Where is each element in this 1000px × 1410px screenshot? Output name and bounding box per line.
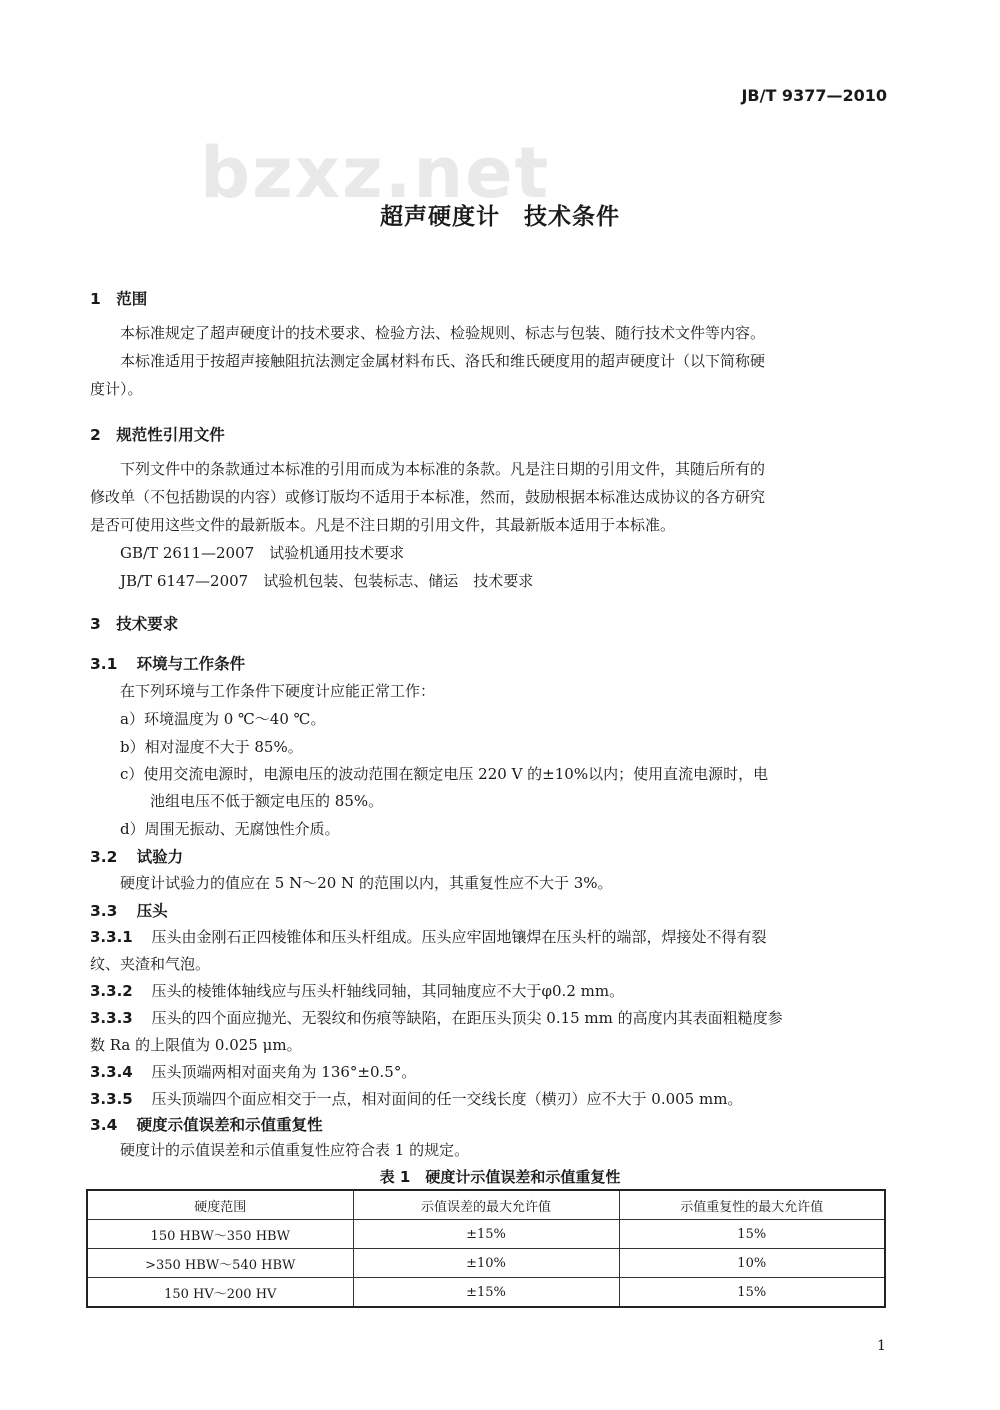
clause-3-3-5 [90, 1088, 742, 1109]
table-cell: ±10% [353, 1249, 619, 1278]
clause-text: 压头顶端四个面应相交于一点，相对面间的任一交线长度（横刃）应不大于 0.005 mm。 [151, 1090, 743, 1108]
list-item: c）使用交流电源时，电源电压的波动范围在额定电压 220 V 的±10%以内；使用直流电源时，电 [120, 765, 769, 783]
clause-title: 压头 [136, 902, 168, 920]
clause-3-3-4 [90, 1061, 416, 1082]
section-2-heading: 2 规范性引用文件 [90, 426, 225, 444]
paragraph: 修改单（不包括勘误的内容）或修订版均不适用于本标准，然而，鼓励根据本标准达成协议的各方研究 [90, 488, 766, 506]
clause-number: 3.4 [90, 1116, 118, 1134]
clause-title: 硬度示值误差和示值重复性 [136, 1116, 323, 1134]
table-cell: ±15% [353, 1278, 619, 1308]
table-header-row [87, 1190, 885, 1220]
list-item-continuation: 池组电压不低于额定电压的 85%。 [150, 792, 384, 810]
clause-title: 环境与工作条件 [136, 655, 246, 673]
reference-item: GB/T 2611—2007 试验机通用技术要求 [120, 544, 405, 562]
table-cell: 15% [619, 1220, 885, 1249]
table-cell: 150 HBW～350 HBW [87, 1220, 353, 1249]
clause-text: 压头顶端两相对面夹角为 136°±0.5°。 [151, 1063, 417, 1081]
paragraph: 是否可使用这些文件的最新版本。凡是不注日期的引用文件，其最新版本适用于本标准。 [90, 516, 676, 534]
clause-3-3-1 [90, 926, 767, 947]
table-row [87, 1278, 885, 1308]
list-item: b）相对湿度不大于 85%。 [120, 738, 303, 756]
paragraph: 在下列环境与工作条件下硬度计应能正常工作： [120, 682, 436, 700]
paragraph: 硬度计试验力的值应在 5 N～20 N 的范围以内，其重复性应不大于 3%。 [120, 874, 613, 892]
table-row [87, 1249, 885, 1278]
table-cell: 150 HV～200 HV [87, 1278, 353, 1308]
paragraph: 纹、夹渣和气泡。 [90, 955, 211, 973]
subsection-3-2-heading [90, 845, 183, 867]
clause-number: 3.3.1 [90, 928, 133, 946]
clause-number: 3.3 [90, 902, 118, 920]
page-number: 1 [877, 1338, 886, 1354]
section-1-heading: 1 范围 [90, 290, 148, 308]
reference-item: JB/T 6147—2007 试验机包装、包装标志、储运 技术要求 [120, 572, 534, 590]
clause-number: 3.3.4 [90, 1063, 133, 1081]
paragraph: 硬度计的示值误差和示值重复性应符合表 1 的规定。 [120, 1141, 470, 1159]
clause-text: 压头由金刚石正四棱锥体和压头杆组成。压头应牢固地镶焊在压头杆的端部，焊接处不得有裂 [151, 928, 767, 946]
clause-number: 3.3.2 [90, 982, 133, 1000]
clause-number: 3.3.3 [90, 1009, 133, 1027]
paragraph: 本标准规定了超声硬度计的技术要求、检验方法、检验规则、标志与包装、随行技术文件等内容。 [120, 324, 766, 342]
table-cell: 10% [619, 1249, 885, 1278]
paragraph: 数 Ra 的上限值为 0.025 μm。 [90, 1036, 302, 1054]
standard-number: JB/T 9377—2010 [741, 86, 887, 105]
table-caption: 表 1 硬度计示值误差和示值重复性 [379, 1168, 621, 1186]
section-3-heading: 3 技术要求 [90, 615, 179, 633]
watermark: bzxz.net [200, 132, 551, 214]
column-header: 硬度范围 [87, 1190, 353, 1220]
paragraph: 下列文件中的条款通过本标准的引用而成为本标准的条款。凡是注日期的引用文件，其随后所有的 [120, 460, 766, 478]
document-title: 超声硬度计 技术条件 [380, 204, 620, 230]
list-item: a）环境温度为 0 ℃～40 ℃。 [120, 710, 326, 728]
paragraph: 本标准适用于按超声接触阻抗法测定金属材料布氏、洛氏和维氏硬度用的超声硬度计（以下简称硬 [120, 352, 766, 370]
column-header: 示值误差的最大允许值 [353, 1190, 619, 1220]
subsection-3-3-heading [90, 899, 168, 921]
hardness-error-table [86, 1189, 886, 1308]
subsection-3-4-heading [90, 1113, 323, 1135]
clause-number: 3.2 [90, 848, 118, 866]
subsection-3-1-heading [90, 652, 245, 674]
clause-number: 3.1 [90, 655, 118, 673]
clause-3-3-3 [90, 1007, 783, 1028]
table-cell: ±15% [353, 1220, 619, 1249]
clause-text: 压头的四个面应抛光、无裂纹和伤痕等缺陷，在距压头顶尖 0.15 mm 的高度内其表面粗糙度参 [151, 1009, 783, 1027]
column-header: 示值重复性的最大允许值 [619, 1190, 885, 1220]
clause-text: 压头的棱锥体轴线应与压头杆轴线同轴，其同轴度应不大于φ0.2 mm。 [151, 982, 625, 1000]
list-item: d）周围无振动、无腐蚀性介质。 [120, 820, 340, 838]
paragraph: 度计）。 [90, 380, 143, 398]
table-cell: >350 HBW～540 HBW [87, 1249, 353, 1278]
clause-title: 试验力 [136, 848, 184, 866]
table-cell: 15% [619, 1278, 885, 1308]
clause-3-3-2 [90, 980, 624, 1001]
clause-number: 3.3.5 [90, 1090, 133, 1108]
table-row [87, 1220, 885, 1249]
